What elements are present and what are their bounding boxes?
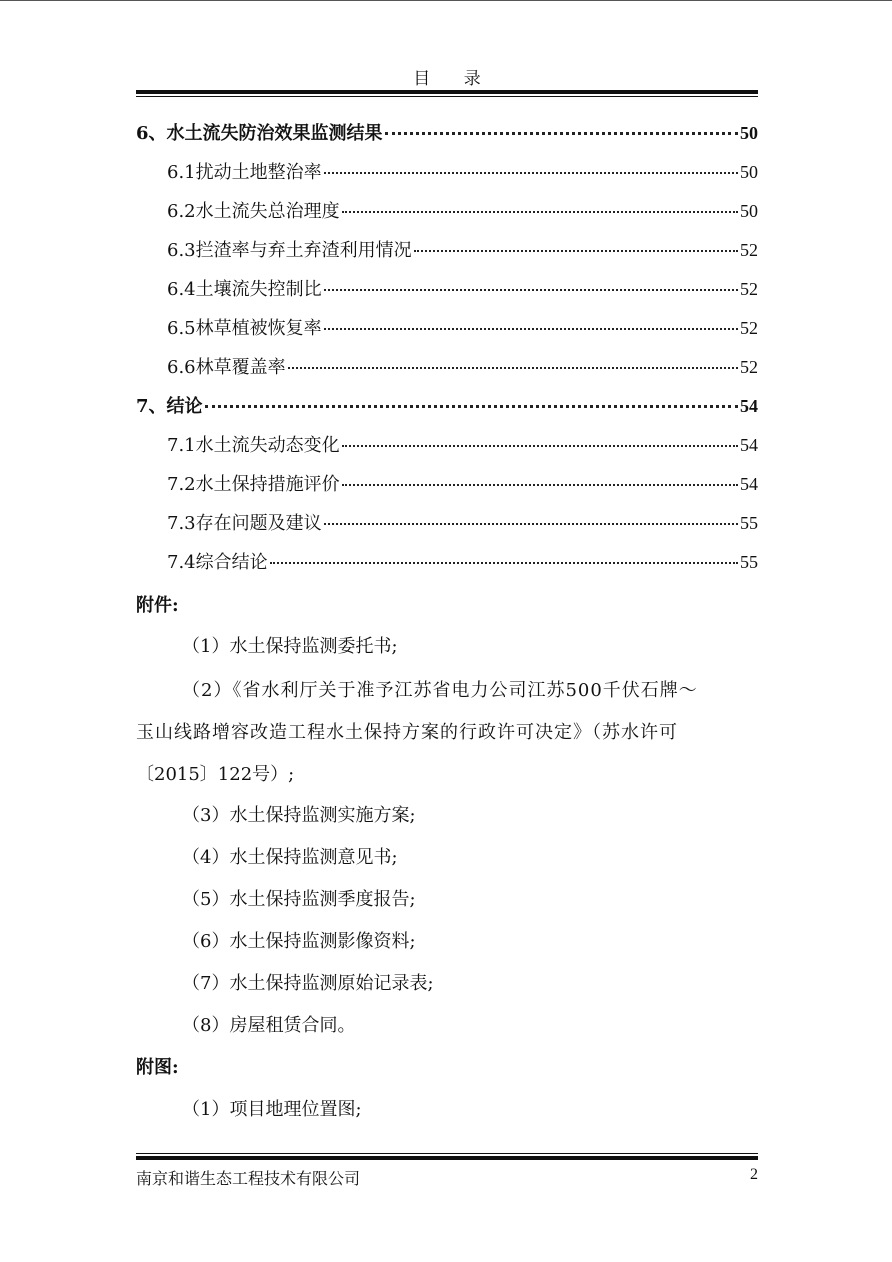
toc-entry-number: 6.3 — [167, 240, 196, 261]
attachment-item: （7）水土保持监测原始记录表; — [182, 973, 434, 994]
toc-entry-title: 水土流失总治理度 — [195, 201, 340, 222]
toc-entry-page: 54 — [740, 435, 758, 455]
attachments-heading: 附件: — [136, 595, 179, 616]
figures-heading: 附图: — [136, 1057, 179, 1078]
toc-entry-number: 6、 — [136, 123, 167, 144]
toc-entry-title: 林草植被恢复率 — [195, 318, 322, 339]
toc-entry-page: 52 — [740, 279, 758, 299]
toc-entry-page: 50 — [740, 201, 758, 221]
attachment-item: （3）水土保持监测实施方案; — [182, 805, 416, 826]
dot-leader — [324, 172, 738, 174]
dot-leader — [324, 289, 738, 291]
attachment-item-continued: 〔2015〕122号）; — [136, 764, 295, 785]
dot-leader — [324, 523, 738, 525]
dot-leader — [288, 367, 738, 369]
header-title: 目 录 — [413, 69, 495, 89]
toc-entry-number: 6.4 — [167, 279, 196, 300]
dot-leader — [270, 562, 738, 564]
document-page — [136, 0, 758, 1262]
toc-entry-title: 扰动土地整治率 — [195, 162, 322, 183]
toc-entry-page: 52 — [740, 318, 758, 338]
attachment-item-continued: 玉山线路增容改造工程水土保持方案的行政许可决定》（苏水许可 — [136, 722, 678, 743]
toc-entry-6-1[interactable] — [167, 158, 758, 184]
dot-leader — [324, 328, 738, 330]
toc-entry-title: 结论 — [166, 396, 203, 417]
toc-entry-number: 7、 — [136, 396, 167, 417]
toc-entry-7-4[interactable] — [167, 548, 758, 574]
toc-entry-page: 54 — [740, 396, 758, 416]
toc-entry-6[interactable] — [136, 119, 758, 145]
toc-entry-page: 52 — [740, 357, 758, 377]
dot-leader — [414, 250, 738, 252]
dot-leader — [342, 211, 738, 213]
toc-entry-6-2[interactable] — [167, 197, 758, 223]
toc-entry-6-5[interactable] — [167, 314, 758, 340]
dot-leader — [205, 405, 738, 408]
figure-item: （1）项目地理位置图; — [182, 1099, 362, 1120]
attachment-item: （6）水土保持监测影像资料; — [182, 931, 416, 952]
attachment-item: （2）《省水利厅关于准予江苏省电力公司江苏500千伏石牌～ — [182, 680, 698, 701]
toc-entry-title: 水土流失防治效果监测结果 — [166, 123, 383, 144]
toc-entry-page: 55 — [740, 552, 758, 572]
footer-rule — [136, 1153, 758, 1160]
dot-leader — [342, 484, 738, 486]
attachment-item: （5）水土保持监测季度报告; — [182, 889, 416, 910]
toc-entry-number: 6.5 — [167, 318, 196, 339]
toc-entry-number: 7.4 — [167, 552, 196, 573]
toc-entry-title: 水土保持措施评价 — [195, 474, 340, 495]
toc-entry-7-1[interactable] — [167, 431, 758, 457]
toc-entry-number: 6.2 — [167, 201, 196, 222]
toc-entry-6-4[interactable] — [167, 275, 758, 301]
footer-page-number: 2 — [750, 1166, 758, 1183]
dot-leader — [385, 132, 738, 135]
toc-entry-title: 拦渣率与弃土弃渣利用情况 — [195, 240, 412, 261]
toc-entry-page: 50 — [740, 162, 758, 182]
toc-entry-page: 50 — [740, 123, 758, 143]
toc-entry-number: 6.6 — [167, 357, 196, 378]
attachment-item: （8）房屋租赁合同。 — [182, 1015, 356, 1036]
toc-entry-title: 水土流失动态变化 — [195, 435, 340, 456]
toc-entry-6-6[interactable] — [167, 353, 758, 379]
toc-entry-page: 55 — [740, 513, 758, 533]
footer-company: 南京和谐生态工程技术有限公司 — [136, 1169, 361, 1188]
toc-entry-title: 林草覆盖率 — [195, 357, 286, 378]
toc-entry-number: 6.1 — [167, 162, 196, 183]
toc-entry-title: 土壤流失控制比 — [195, 279, 322, 300]
attachment-item: （4）水土保持监测意见书; — [182, 847, 398, 868]
toc-entry-page: 54 — [740, 474, 758, 494]
toc-entry-page: 52 — [740, 240, 758, 260]
toc-entry-number: 7.2 — [167, 474, 196, 495]
toc-entry-7-2[interactable] — [167, 470, 758, 496]
header-rule — [136, 90, 758, 97]
toc-entry-7[interactable] — [136, 392, 758, 418]
toc-entry-6-3[interactable] — [167, 236, 758, 262]
attachment-item: （1）水土保持监测委托书; — [182, 636, 398, 657]
toc-entry-title: 综合结论 — [195, 552, 268, 573]
toc-entry-title: 存在问题及建议 — [195, 513, 322, 534]
toc-entry-number: 7.1 — [167, 435, 196, 456]
toc-entry-number: 7.3 — [167, 513, 196, 534]
dot-leader — [342, 445, 738, 447]
toc-entry-7-3[interactable] — [167, 509, 758, 535]
